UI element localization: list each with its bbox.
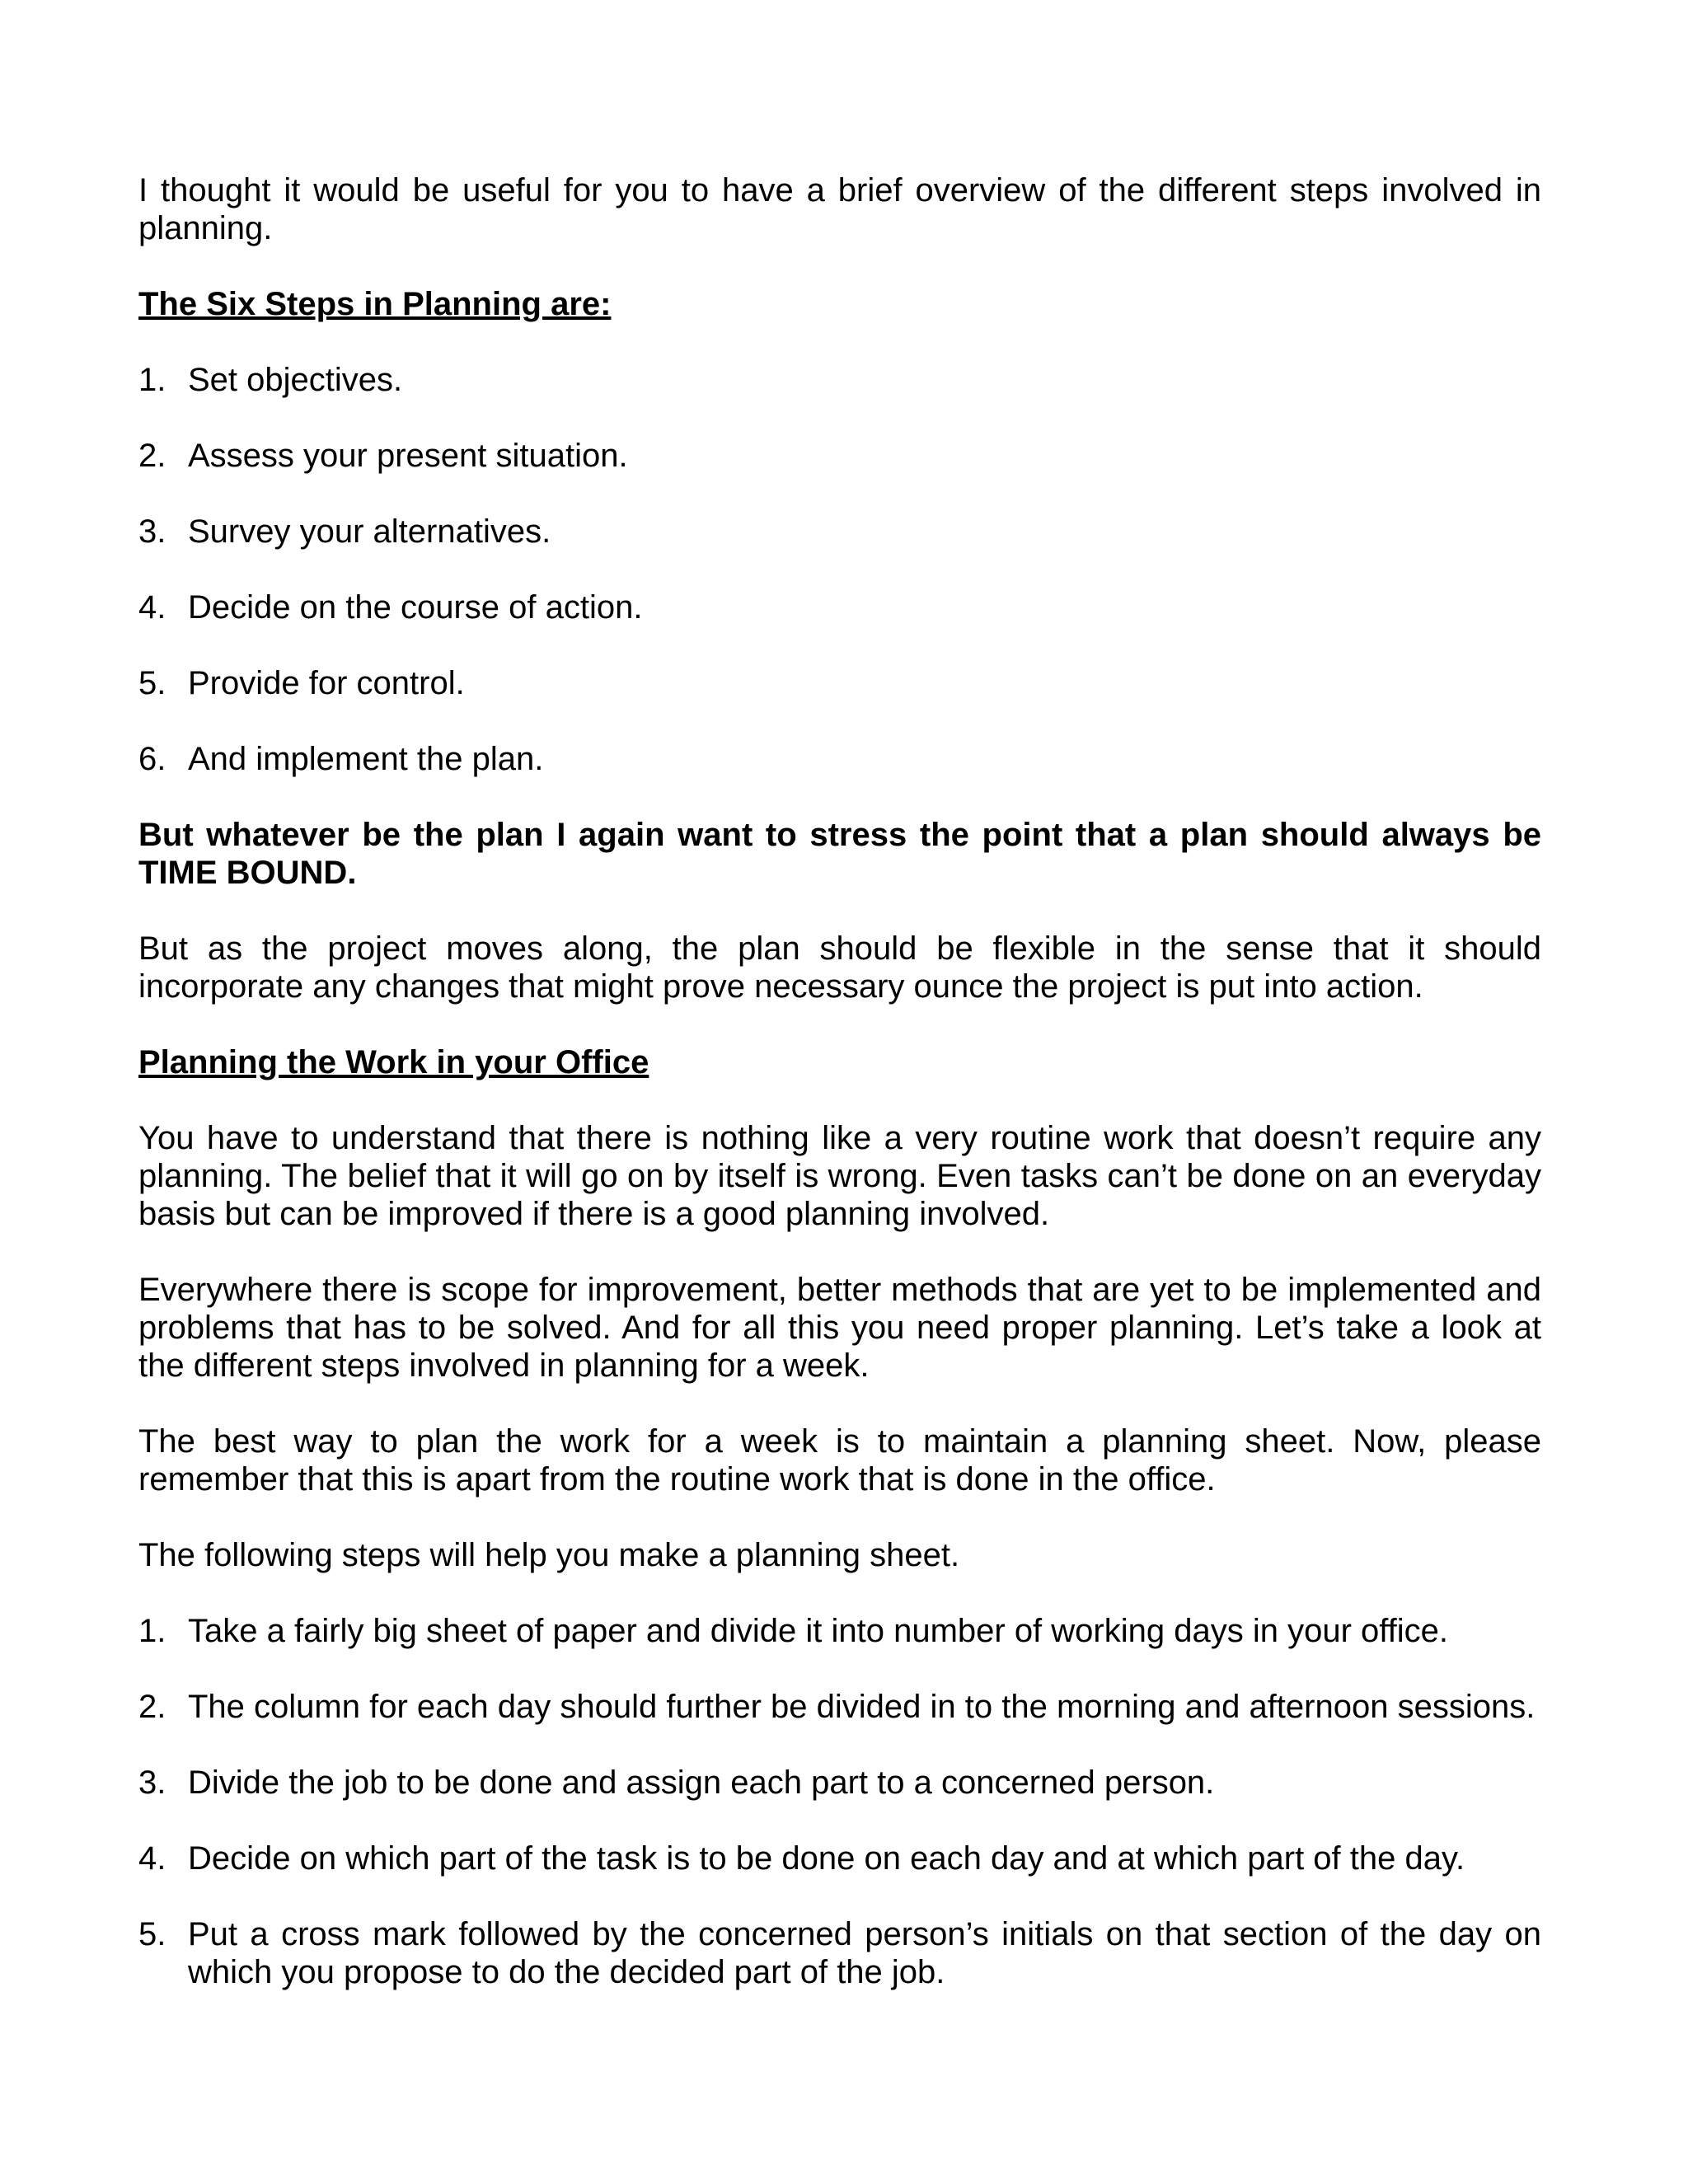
list-item — [138, 513, 1541, 551]
six-steps-list — [138, 361, 1541, 778]
list-item-text: Divide the job to be done and assign each part to a concerned person. — [188, 1765, 1215, 1801]
list-item-number: 3. — [138, 1765, 166, 1801]
list-item-number: 5. — [138, 665, 166, 701]
list-item — [138, 1915, 1541, 1991]
list-item-text: Decide on the course of action. — [188, 589, 643, 626]
list-item — [138, 1688, 1541, 1726]
list-item-number: 1. — [138, 1613, 166, 1649]
list-item-text: The column for each day should further be divided in to the morning and afternoon sessions. — [188, 1689, 1536, 1725]
list-item — [138, 437, 1541, 475]
office-planning-heading: Planning the Work in your Office — [138, 1044, 649, 1080]
list-item-text: Survey your alternatives. — [188, 513, 551, 550]
list-item-number: 4. — [138, 589, 166, 626]
planning-sheet-steps-list — [138, 1612, 1541, 1991]
list-item — [138, 1840, 1541, 1877]
list-item-number: 3. — [138, 513, 166, 550]
document-page — [138, 171, 1541, 2029]
list-item-text: Take a fairly big sheet of paper and divide it into number of working days in your office. — [188, 1613, 1449, 1649]
list-item — [138, 664, 1541, 702]
list-item-number: 1. — [138, 362, 166, 398]
planning-sheet-paragraph: The best way to plan the work for a week is to maintain a planning sheet. Now, please remember that this is apart from the routine work that is done in the office. — [138, 1423, 1541, 1497]
improvement-paragraph: Everywhere there is scope for improvement, better methods that are yet to be implemented and problems that has to be solved. And for all this you need proper planning. Let’s take a look at the different steps involved in planning for a week. — [138, 1272, 1541, 1384]
list-item-number: 2. — [138, 438, 166, 474]
list-item-text: Set objectives. — [188, 362, 403, 398]
list-item-text: Decide on which part of the task is to be done on each day and at which part of the day. — [188, 1840, 1465, 1877]
list-item — [138, 1764, 1541, 1802]
six-steps-heading: The Six Steps in Planning are: — [138, 286, 612, 322]
following-steps-paragraph: The following steps will help you make a planning sheet. — [138, 1537, 960, 1573]
routine-work-paragraph: You have to understand that there is nothing like a very routine work that doesn’t require any planning. The belief that it will go on by itself is wrong. Even tasks can’t be done on an everyday basis but can be improved if there is a good planning involved. — [138, 1120, 1541, 1232]
flexible-paragraph: But as the project moves along, the plan should be flexible in the sense that it should incorporate any changes that might prove necessary ounce the project is put into action. — [138, 930, 1541, 1005]
list-item-number: 2. — [138, 1689, 166, 1725]
list-item-text: And implement the plan. — [188, 741, 544, 777]
list-item-text: Provide for control. — [188, 665, 465, 701]
intro-paragraph: I thought it would be useful for you to have a brief overview of the different steps involved in planning. — [138, 172, 1541, 246]
list-item — [138, 361, 1541, 399]
list-item-number: 5. — [138, 1916, 166, 1952]
list-item-text: Assess your present situation. — [188, 438, 628, 474]
time-bound-emphasis: But whatever be the plan I again want to stress the point that a plan should always be TIME BOUND. — [138, 817, 1541, 891]
list-item-number: 6. — [138, 741, 166, 777]
list-item — [138, 1612, 1541, 1650]
list-item-number: 4. — [138, 1840, 166, 1877]
list-item — [138, 588, 1541, 626]
list-item — [138, 740, 1541, 778]
list-item-text: Put a cross mark followed by the concerned person’s initials on that section of the day on which you propose to do the decided part of the job. — [188, 1916, 1541, 1990]
